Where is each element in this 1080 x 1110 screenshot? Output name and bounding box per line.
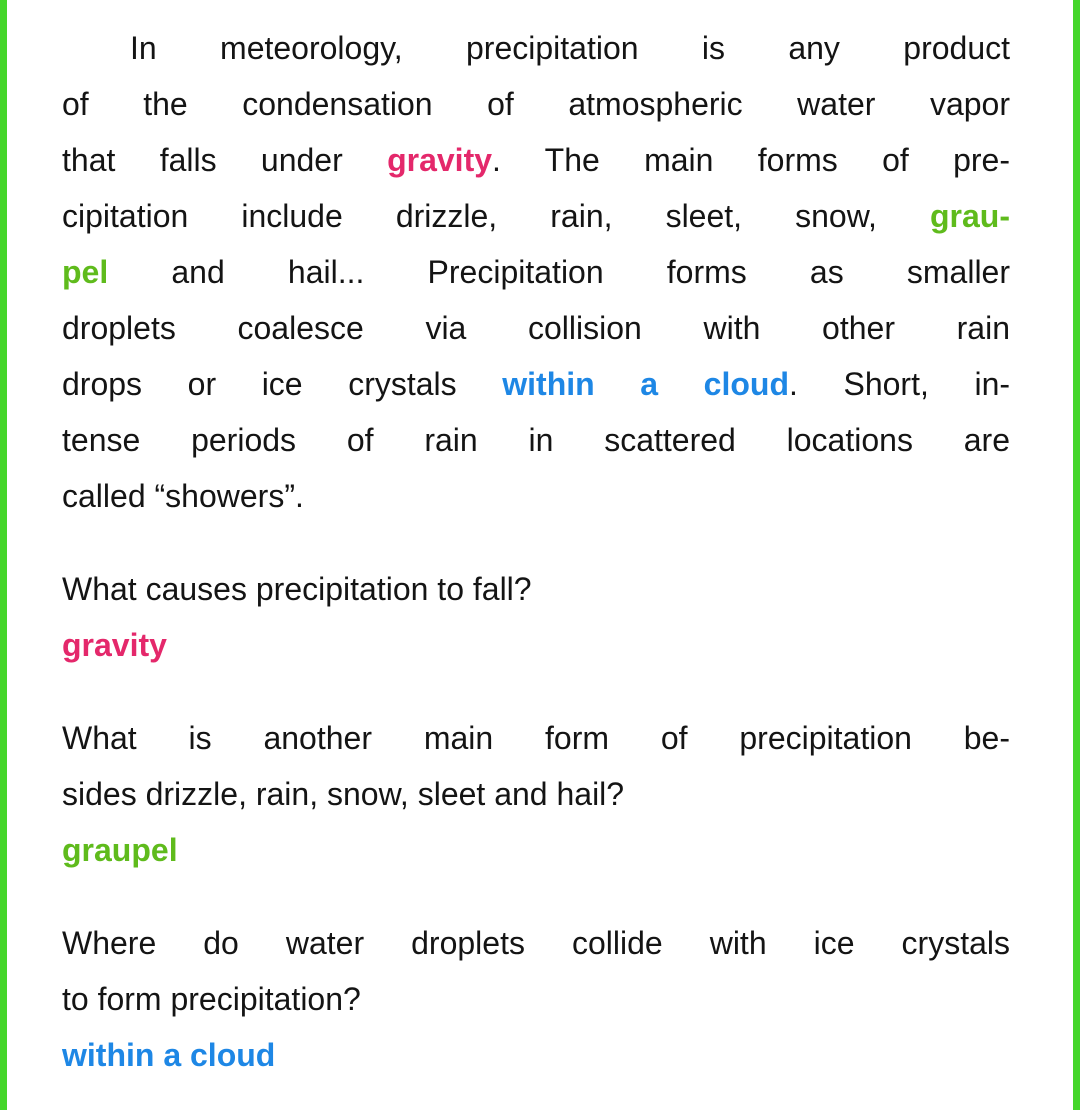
text-segment: and hail... Precipitation forms as smaller [108, 254, 1010, 290]
text-segment: called “showers”. [62, 478, 304, 514]
passage-line [62, 468, 1010, 524]
highlight-span-blue: within a cloud [502, 366, 789, 402]
passage-line [62, 412, 1010, 468]
question-line [62, 915, 1010, 971]
passage-line [62, 244, 1010, 300]
qa-block-1 [62, 561, 1010, 673]
question-line [62, 971, 1010, 1027]
passage-line [62, 132, 1010, 188]
passage-line [62, 356, 1010, 412]
text-segment: . Short, in- [789, 366, 1011, 402]
text-segment: to form precipitation? [62, 981, 361, 1017]
passage-line [62, 188, 1010, 244]
text-segment: . The main forms of pre- [492, 142, 1011, 178]
text-segment: sides drizzle, rain, snow, sleet and hail? [62, 776, 625, 812]
passage-line [62, 20, 1010, 76]
answer-text-blue: within a cloud [62, 1037, 276, 1073]
passage-line [62, 76, 1010, 132]
text-segment: droplets coalesce via collision with other rain [62, 310, 1010, 346]
qa-block-2 [62, 710, 1010, 878]
text-segment: that falls under [62, 142, 388, 178]
text-segment: of the condensation of atmospheric water vapor [62, 86, 1010, 122]
highlight-span-green: grau- [930, 198, 1010, 234]
text-segment: drops or ice crystals [62, 366, 503, 402]
document-content [62, 20, 1010, 1083]
text-segment: What is another main form of precipitation be- [62, 720, 1010, 756]
right-border-edge [1073, 0, 1080, 1110]
text-segment: tense periods of rain in scattered locations are [62, 422, 1010, 458]
highlight-span-green: pel [62, 254, 109, 290]
qa-block-3 [62, 915, 1010, 1083]
answer-text-green: graupel [62, 832, 178, 868]
passage [62, 20, 1010, 524]
passage-line [62, 300, 1010, 356]
text-segment: Where do water droplets collide with ice crystals [62, 925, 1010, 961]
question-line [62, 766, 1010, 822]
answer-text-pink: gravity [62, 627, 167, 663]
text-segment: cipitation include drizzle, rain, sleet, snow, [62, 198, 930, 234]
highlight-span-pink: gravity [387, 142, 493, 178]
text-segment: In meteorology, precipitation is any product [130, 30, 1010, 66]
question-line [62, 710, 1010, 766]
qa-list [62, 561, 1010, 1083]
left-border-edge [0, 0, 7, 1110]
question-line [62, 561, 1010, 617]
text-segment: What causes precipitation to fall? [62, 571, 532, 607]
